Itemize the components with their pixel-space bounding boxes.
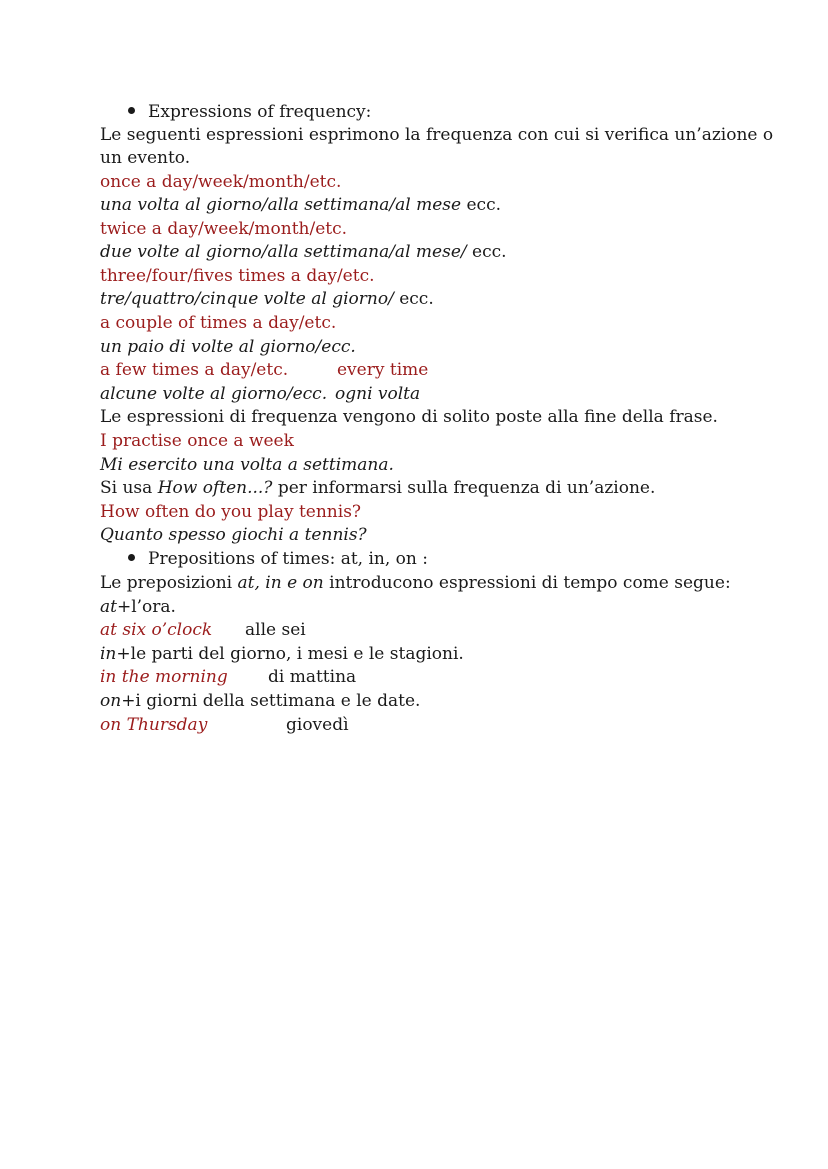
example-on: on Thursday [100,715,208,735]
intro-line-2: un evento. [100,148,191,168]
example-in: in the morning [100,667,228,687]
example-at: at six o’clock [100,620,213,640]
sentence-it-practise: Mi esercito una volta a settimana. [100,455,394,475]
sentence-en-practise: I practise once a week [100,431,294,451]
how-often-note: Si usa How often...? per informarsi sulla frequenza di un’azione. [100,478,656,498]
translation-in: di mattina [268,667,357,687]
translation-at: alle sei [245,620,306,640]
example-it-every-time: ogni volta [335,384,421,404]
rule-at: at+l’ora. [100,597,176,617]
example-it-twice: due volte al giorno/alla settimana/al mese/ ecc. [100,242,507,262]
question-it: Quanto spesso giochi a tennis? [100,525,367,545]
prepositions-intro: Le preposizioni at, in e on introducono espressioni di tempo come segue: [100,573,731,593]
rule-on: on+i giorni della settimana e le date. [100,691,421,711]
intro-line-1: Le seguenti espressioni esprimono la frequenza con cui si verifica un’azione o [100,125,774,145]
bullet-icon [128,107,135,114]
example-en-twice: twice a day/week/month/etc. [100,219,348,239]
rule-in: in+le parti del giorno, i mesi e le stagioni. [100,644,464,664]
bullet-icon [128,554,135,561]
example-en-couple: a couple of times a day/etc. [100,313,337,333]
example-it-couple: un paio di volte al giorno/ecc. [100,337,356,357]
heading-frequency: Expressions of frequency: [148,102,372,122]
example-en-few: a few times a day/etc. [100,360,289,380]
example-it-three: tre/quattro/cinque volte al giorno/ ecc. [100,289,434,309]
bullet-frequency [128,101,371,123]
example-en-once: once a day/week/month/etc. [100,172,342,192]
heading-prepositions: Prepositions of times: at, in, on : [148,549,429,569]
question-en: How often do you play tennis? [100,502,362,522]
translation-on: giovedì [286,715,349,735]
position-note: Le espressioni di frequenza vengono di solito poste alla fine della frase. [100,407,718,427]
example-en-every-time: every time [337,360,429,380]
example-en-three: three/four/fives times a day/etc. [100,266,375,286]
bullet-prepositions [128,548,428,570]
example-it-few: alcune volte al giorno/ecc. [100,384,328,404]
example-it-once: una volta al giorno/alla settimana/al mese ecc. [100,195,502,215]
